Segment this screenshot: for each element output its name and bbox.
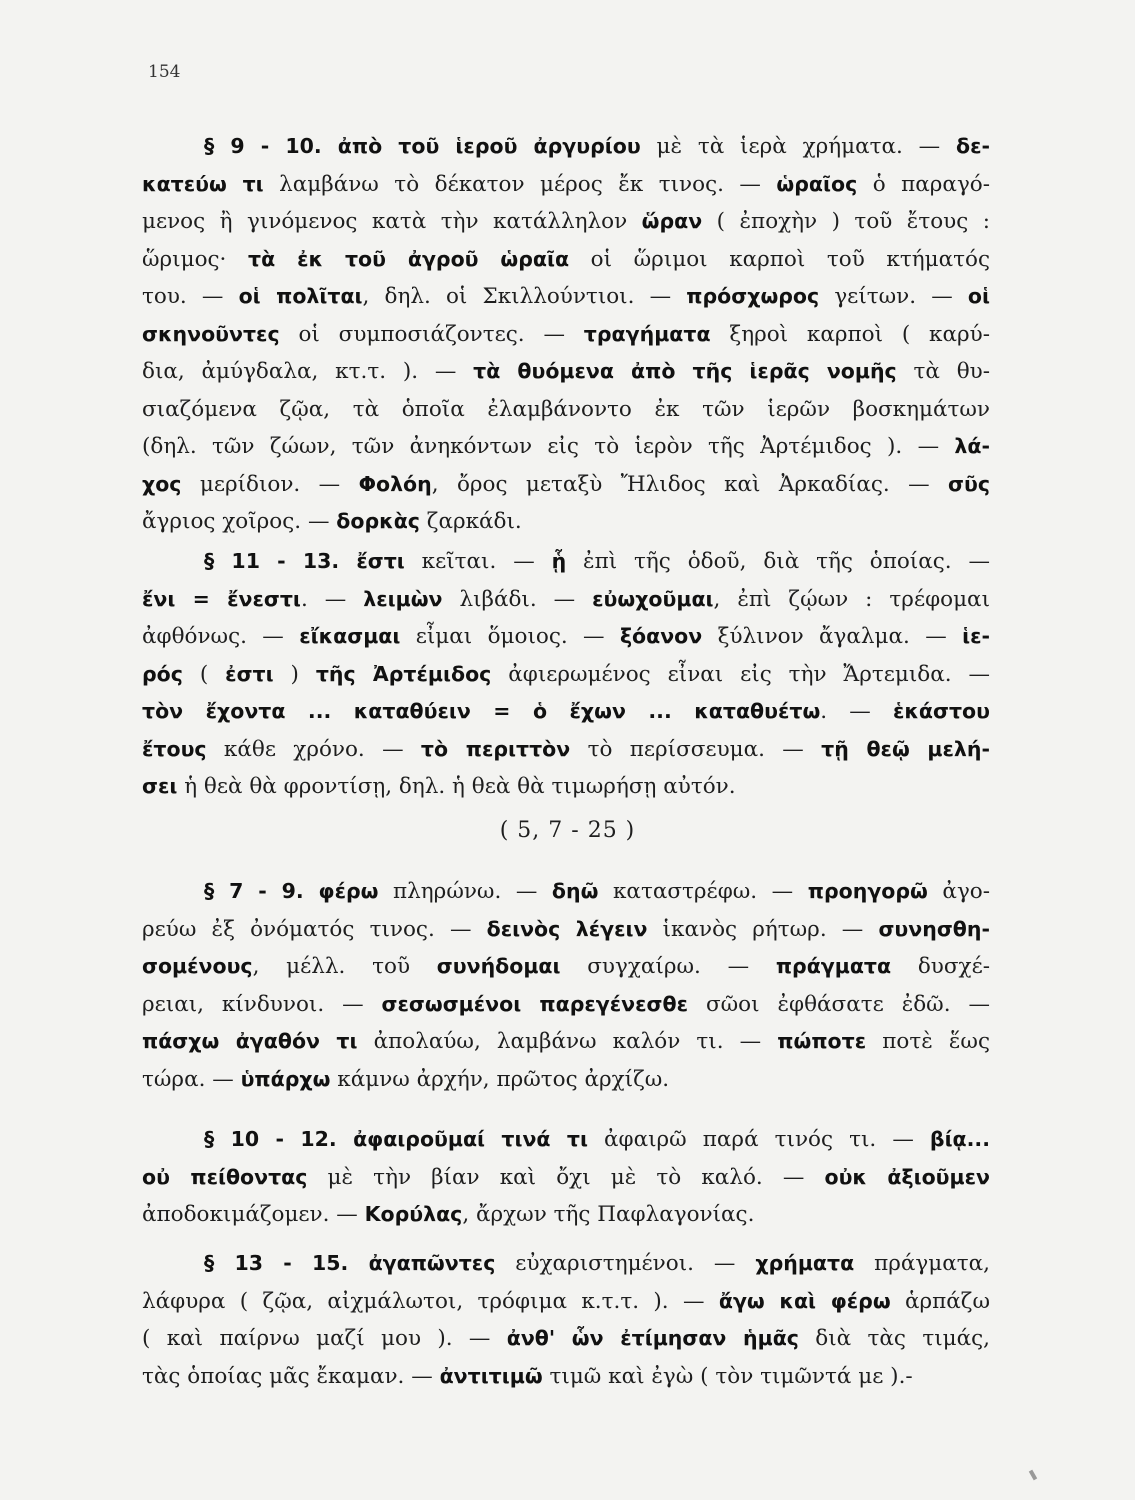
gloss-text: λαμβάνω τὸ δέκατον μέρος ἔκ τινος. — [263,171,777,197]
bold-term: ἔστι [356,549,405,573]
gloss-text: κάθε χρόνο. — [206,736,421,762]
gloss-text: ρειαι, κίνδυνοι. — [142,991,382,1017]
gloss-text: μερίδιον. — [181,471,359,497]
gloss-text: πληρώνω. — [378,879,552,904]
gloss-text: ( [182,661,226,687]
bold-term: τῆς Ἀρτέμιδος [315,661,492,686]
gloss-text: εἶμαι ὅμοιος. — [400,624,620,649]
bold-term: ἐστι [225,661,274,686]
bold-term: ἀνθ' ὧν ἐτίμησαν ἡμᾶς [506,1326,799,1350]
gloss-text: , ἄρχων τῆς Παφλαγονίας. [462,1202,755,1227]
bold-term: § 13 - 15. [204,1251,369,1275]
text-line [142,1320,990,1358]
gloss-text: τὸ περίσσευμα. — [570,736,822,762]
gloss-text: ρεύω ἐξ ὀνόματός τινος. — [142,916,487,942]
bold-term: ἑκάστου [892,699,990,723]
text-line [142,948,990,986]
text-line [142,543,990,581]
gloss-text: ἐπὶ τῆς ὁδοῦ, διὰ τῆς ὁποίας. — [566,549,991,574]
gloss-text: ζαρκάδι. [419,509,522,534]
bold-term: χος [142,471,182,496]
gloss-text: οἱ ὥριμοι καρποὶ τοῦ κτήματός [569,246,991,272]
gloss-text: ) [273,661,316,687]
bold-term: δεινὸς λέγειν [486,916,648,941]
gloss-text: γείτων. — [819,284,968,309]
gloss-text: σιαζόμενα ζῷα, τὰ ὁποῖα ἐλαμβάνοντο ἐκ τῶν ἱερῶν βοσκημάτων [142,396,990,422]
gloss-text: . — [300,586,364,612]
bold-term: τραγήματα [583,321,711,346]
gloss-text: ( ἐποχὴν ) τοῦ ἔτους : [702,209,990,234]
bold-term: ἀγαπῶντες [368,1251,496,1275]
bold-term: οἱ [967,284,990,308]
bold-term: σομένους [142,954,253,978]
bold-term: ἔνι = ἔνεστι [142,586,301,611]
gloss-text: ἀπολαύω, λαμβάνω καλόν τι. — [357,1029,778,1054]
gloss-text: ὁ παραγό- [857,171,991,197]
gloss-text: , δηλ. οἱ Σκιλλούντιοι. — [362,284,687,309]
text-line [142,693,990,731]
section-10-12 [142,1121,990,1234]
gloss-text: ὥριμος· [142,246,248,272]
bold-term: οἱ πολῖται [238,284,363,308]
gloss-text: . — [820,699,893,724]
bold-term: τὰ ἐκ τοῦ ἀγροῦ ὡραῖα [248,246,570,271]
chapter-reference-heading: ( 5, 7 - 25 ) [499,818,636,843]
text-line [142,503,990,541]
bold-term: ἔτους [142,736,207,761]
bold-term: φέρω [318,879,379,903]
text-line [142,278,990,316]
text-line [142,428,990,466]
gloss-text: ξύλινον ἄγαλμα. — [702,624,963,649]
gloss-text: δια, ἀμύγδαλα, κτ.τ. ). — [142,359,474,384]
gloss-text: ξηροὶ καρποὶ ( καρύ- [710,321,990,347]
gloss-text: , ὄρος μεταξὺ Ἤλιδος καὶ Ἀρκαδίας. — [431,471,949,497]
gloss-text: ἀφιερωμένος εἶναι εἰς τὴν Ἄρτεμιδα. — [491,661,991,687]
gloss-text: τώρα. — [142,1066,241,1092]
gloss-text: ἄγριος χοῖρος. — [142,509,337,534]
bold-term: σῦς [948,471,990,496]
gloss-text: λιβάδι. — [442,586,593,612]
text-line [142,391,990,429]
text-line [142,656,990,694]
gloss-text: συγχαίρω. — [560,954,776,979]
gloss-text: ( καὶ παίρνω μαζί μου ). — [142,1326,507,1351]
text-line [142,1023,990,1061]
gloss-text: καταστρέφω. — [598,879,808,904]
bold-term: Φολόη [358,471,432,496]
gloss-text: πράγματα, [854,1251,991,1276]
gloss-text: ἱκανὸς ρήτωρ. — [647,916,879,942]
bold-term: δε- [955,134,990,158]
bold-term: ξόανον [619,624,703,648]
gloss-text: ποτὲ ἕως [866,1029,990,1054]
gloss-text: (δηλ. τῶν ζώων, τῶν ἀνηκόντων εἰς τὸ ἱερὸν τῆς Ἀρτέμιδος ). — [142,434,955,459]
bold-term: συνησθη- [878,916,990,941]
text-line [142,986,990,1024]
bold-term: χρήματα [755,1251,855,1275]
bold-term: § 11 - 13. [204,549,357,573]
gloss-text: , ἐπὶ ζῴων : τρέφομαι [713,586,990,612]
gloss-text: λάφυρα ( ζῷα, αἰχμάλωτοι, τρόφιμα κ.τ.τ. ). — [142,1288,719,1314]
page-number: 154 [148,62,181,82]
gloss-text: οἱ συμποσιάζοντες. — [279,321,584,347]
text-line [142,128,990,166]
gloss-text: του. — [142,284,239,309]
bold-term: ἀντιτιμῶ [439,1363,543,1388]
text-line [142,316,990,354]
gloss-text: τὰς ὁποίας μᾶς ἔκαμαν. — [142,1363,440,1389]
bold-term: ᾗ [551,549,567,573]
bold-term: προηγορῶ [807,879,928,903]
bold-term: εὐωχοῦμαι [592,586,714,611]
bold-term: οὐ πείθοντας [142,1164,308,1189]
gloss-text: κάμνω ἀρχήν, πρῶτος ἀρχίζω. [330,1066,670,1092]
bold-term: πώποτε [777,1029,867,1053]
bold-term: τὸν ἔχοντα ... καταθύειν = ὁ ἔχων ... καταθυέτω [142,699,821,723]
bold-term: Κορύλας [364,1202,463,1226]
text-line [142,1196,990,1234]
section-7-9 [142,873,990,1098]
gloss-text: ἀγο- [927,879,990,904]
text-line [142,618,990,656]
bold-term: ἄγω καὶ φέρω [718,1288,891,1313]
text-line [142,241,990,279]
text-line [142,1159,990,1197]
text-line [142,466,990,504]
gloss-text: ἀποδοκιμάζομεν. — [142,1202,365,1227]
gloss-text: εὐχαριστημένοι. — [495,1251,756,1276]
text-line [142,768,990,806]
gloss-text: ἁρπάζω [890,1288,990,1314]
bold-term: σκηνοῦντες [142,321,280,346]
bold-term: πάσχω ἀγαθόν τι [142,1029,358,1053]
text-line [142,581,990,619]
gloss-text: δυσχέ- [891,954,990,979]
text-line [142,353,990,391]
bold-term: ρός [142,661,183,686]
margin-mark [1029,1470,1037,1481]
bold-term: συνήδομαι [436,954,561,978]
text-line [142,1358,990,1396]
bold-term: εἴκασμαι [299,624,401,648]
text-line [142,1283,990,1321]
gloss-text: τὰ θυ- [896,359,990,384]
bold-term: δορκὰς [336,509,420,533]
bold-term: τῇ θεῷ μελή- [821,736,990,761]
bold-term: δηῶ [551,879,599,903]
text-line [142,203,990,241]
bold-term: § 7 - 9. [204,879,319,903]
gloss-text: μενος ἢ γινόμενος κατὰ τὴν κατάλληλον [142,209,642,234]
text-line [142,1061,990,1099]
bold-term: πράγματα [775,954,892,978]
bold-term: κατεύω τι [142,171,264,196]
bold-term: ἀπὸ τοῦ ἱεροῦ ἀργυρίου [337,134,641,158]
gloss-text: μὲ τὴν βίαν καὶ ὄχι μὲ τὸ καλό. — [307,1164,825,1190]
gloss-text: τιμῶ καὶ ἐγὼ ( τὸν τιμῶντά με ).- [542,1363,913,1389]
text-line [142,166,990,204]
bold-term: ὥραν [641,209,703,233]
gloss-text: , μέλλ. τοῦ [252,954,437,979]
bold-term: ὡραῖος [776,171,858,196]
gloss-text: κεῖται. — [404,549,552,574]
gloss-text: ἀφθόνως. — [142,624,300,649]
text-line [142,873,990,911]
text-line [142,1121,990,1159]
gloss-text: ἀφαιρῶ παρά τινός τι. — [587,1127,930,1152]
text-line [142,731,990,769]
bold-term: βίᾳ... [929,1127,990,1151]
bold-term: ἀφαιροῦμαί τινά τι [353,1127,588,1151]
bold-term: σεσωσμένοι παρεγένεσθε [381,991,689,1016]
bold-term: λά- [954,434,990,458]
bold-term: τὰ θυόμενα ἀπὸ τῆς ἱερᾶς νομῆς [473,359,897,383]
bold-term: λειμὼν [363,586,443,611]
gloss-text: μὲ τὰ ἱερὰ χρήματα. — [640,134,956,159]
bold-term: ὑπάρχω [240,1066,331,1091]
text-line [142,1245,990,1283]
bold-term: σει [142,774,178,798]
gloss-text: διὰ τὰς τιμάς, [798,1326,991,1351]
section-11-13 [142,543,990,806]
section-13-15 [142,1245,990,1395]
bold-term: οὐκ ἀξιοῦμεν [824,1164,990,1189]
bold-term: ἱε- [962,624,991,648]
text-line [142,911,990,949]
gloss-text: σῶοι ἐφθάσατε ἐδῶ. — [688,991,990,1017]
bold-term: πρόσχωρος [686,284,820,308]
gloss-text: ἡ θεὰ θὰ φροντίσῃ, δηλ. ἡ θεὰ θὰ τιμωρήσῃ αὐτόν. [177,774,736,799]
bold-term: § 10 - 12. [204,1127,354,1151]
section-9-10 [142,128,990,541]
bold-term: τὸ περιττὸν [420,736,571,761]
bold-term: § 9 - 10. [204,134,338,158]
